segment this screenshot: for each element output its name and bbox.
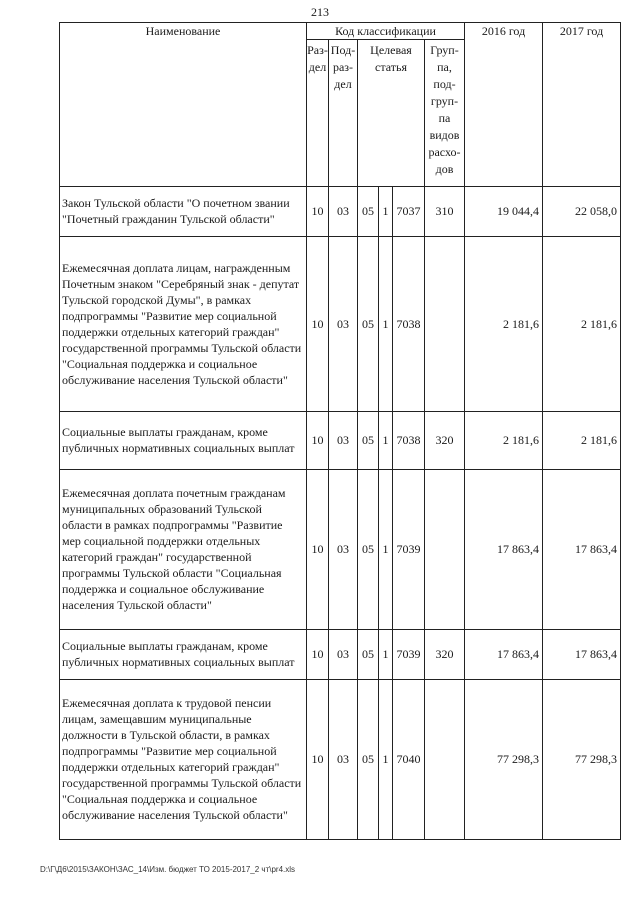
row-name: Ежемесячная доплата лицам, награжденным Почетным знаком "Серебряный знак - депутат Тульской городской Думы", в рамках подпрограммы "Развитие мер социальной поддержки отдельных категорий граждан" государственной программы Тульской области "Социальная поддержка и социальное обслуживание населения Тульской области" [60,237,307,412]
row-target-direction: 7038 [393,412,425,470]
row-target-direction: 7039 [393,470,425,630]
file-path-footer: D:\Г\Д6\2015\ЗАКОН\ЗАС_14\Изм. бюджет ТО 2015-2017_2 чт\pr4.xls [40,865,296,874]
row-subsection: 03 [329,187,358,237]
row-value-2017: 2 181,6 [543,237,621,412]
table-row [60,680,621,840]
row-value-2017: 17 863,4 [543,470,621,630]
row-name: Закон Тульской области "О почетном звании "Почетный гражданин Тульской области" [60,187,307,237]
row-target-program: 05 [358,680,379,840]
row-subsection: 03 [329,630,358,680]
row-target-program: 05 [358,187,379,237]
row-section: 10 [307,237,329,412]
row-target-subprogram: 1 [379,630,393,680]
header-target-item: Целевая статья [358,40,425,187]
table-row [60,630,621,680]
row-expense-group [425,470,465,630]
row-name: Ежемесячная доплата к трудовой пенсии лицам, замещавшим муниципальные должности в Тульской области, в рамках подпрограммы "Развитие мер социальной поддержки отдельных категорий граждан" государственной программы Тульской области "Социальная поддержка и социальное обслуживание населения Тульской области" [60,680,307,840]
row-value-2016: 17 863,4 [465,470,543,630]
budget-table [59,22,621,840]
row-expense-group: 320 [425,412,465,470]
row-value-2016: 2 181,6 [465,237,543,412]
row-section: 10 [307,470,329,630]
row-name: Социальные выплаты гражданам, кроме публичных нормативных социальных выплат [60,412,307,470]
row-target-subprogram: 1 [379,470,393,630]
row-value-2017: 77 298,3 [543,680,621,840]
row-value-2017: 22 058,0 [543,187,621,237]
header-classification-code: Код классификации [307,23,465,40]
table-row [60,412,621,470]
row-subsection: 03 [329,237,358,412]
row-target-program: 05 [358,412,379,470]
row-expense-group: 310 [425,187,465,237]
row-target-program: 05 [358,237,379,412]
row-expense-group [425,680,465,840]
row-target-subprogram: 1 [379,237,393,412]
row-value-2016: 19 044,4 [465,187,543,237]
row-expense-group: 320 [425,630,465,680]
page-number: 213 [311,5,329,19]
header-subsection: Под- раз- дел [329,40,358,187]
row-section: 10 [307,412,329,470]
row-target-subprogram: 1 [379,680,393,840]
row-value-2017: 2 181,6 [543,412,621,470]
row-subsection: 03 [329,412,358,470]
row-subsection: 03 [329,470,358,630]
table-row [60,187,621,237]
row-section: 10 [307,680,329,840]
row-name: Социальные выплаты гражданам, кроме публичных нормативных социальных выплат [60,630,307,680]
row-target-program: 05 [358,470,379,630]
row-value-2016: 17 863,4 [465,630,543,680]
row-target-subprogram: 1 [379,187,393,237]
row-value-2016: 77 298,3 [465,680,543,840]
row-section: 10 [307,187,329,237]
table-row [60,470,621,630]
row-target-direction: 7039 [393,630,425,680]
header-name: Наименование [60,23,307,187]
table-row [60,237,621,412]
row-target-subprogram: 1 [379,412,393,470]
row-value-2016: 2 181,6 [465,412,543,470]
row-subsection: 03 [329,680,358,840]
row-name: Ежемесячная доплата почетным гражданам муниципальных образований Тульской области в рамках подпрограммы "Развитие мер социальной поддержки отдельных категорий граждан" государственной программы Тульской области "Социальная поддержка и социальное обслуживание населения Тульской области" [60,470,307,630]
row-target-direction: 7040 [393,680,425,840]
row-target-program: 05 [358,630,379,680]
row-expense-group [425,237,465,412]
row-target-direction: 7037 [393,187,425,237]
header-year-2016: 2016 год [465,23,543,187]
header-expense-group: Груп- па, под- груп- па видов расхо- дов [425,40,465,187]
row-target-direction: 7038 [393,237,425,412]
row-section: 10 [307,630,329,680]
header-year-2017: 2017 год [543,23,621,187]
row-value-2017: 17 863,4 [543,630,621,680]
header-section: Раз- дел [307,40,329,187]
